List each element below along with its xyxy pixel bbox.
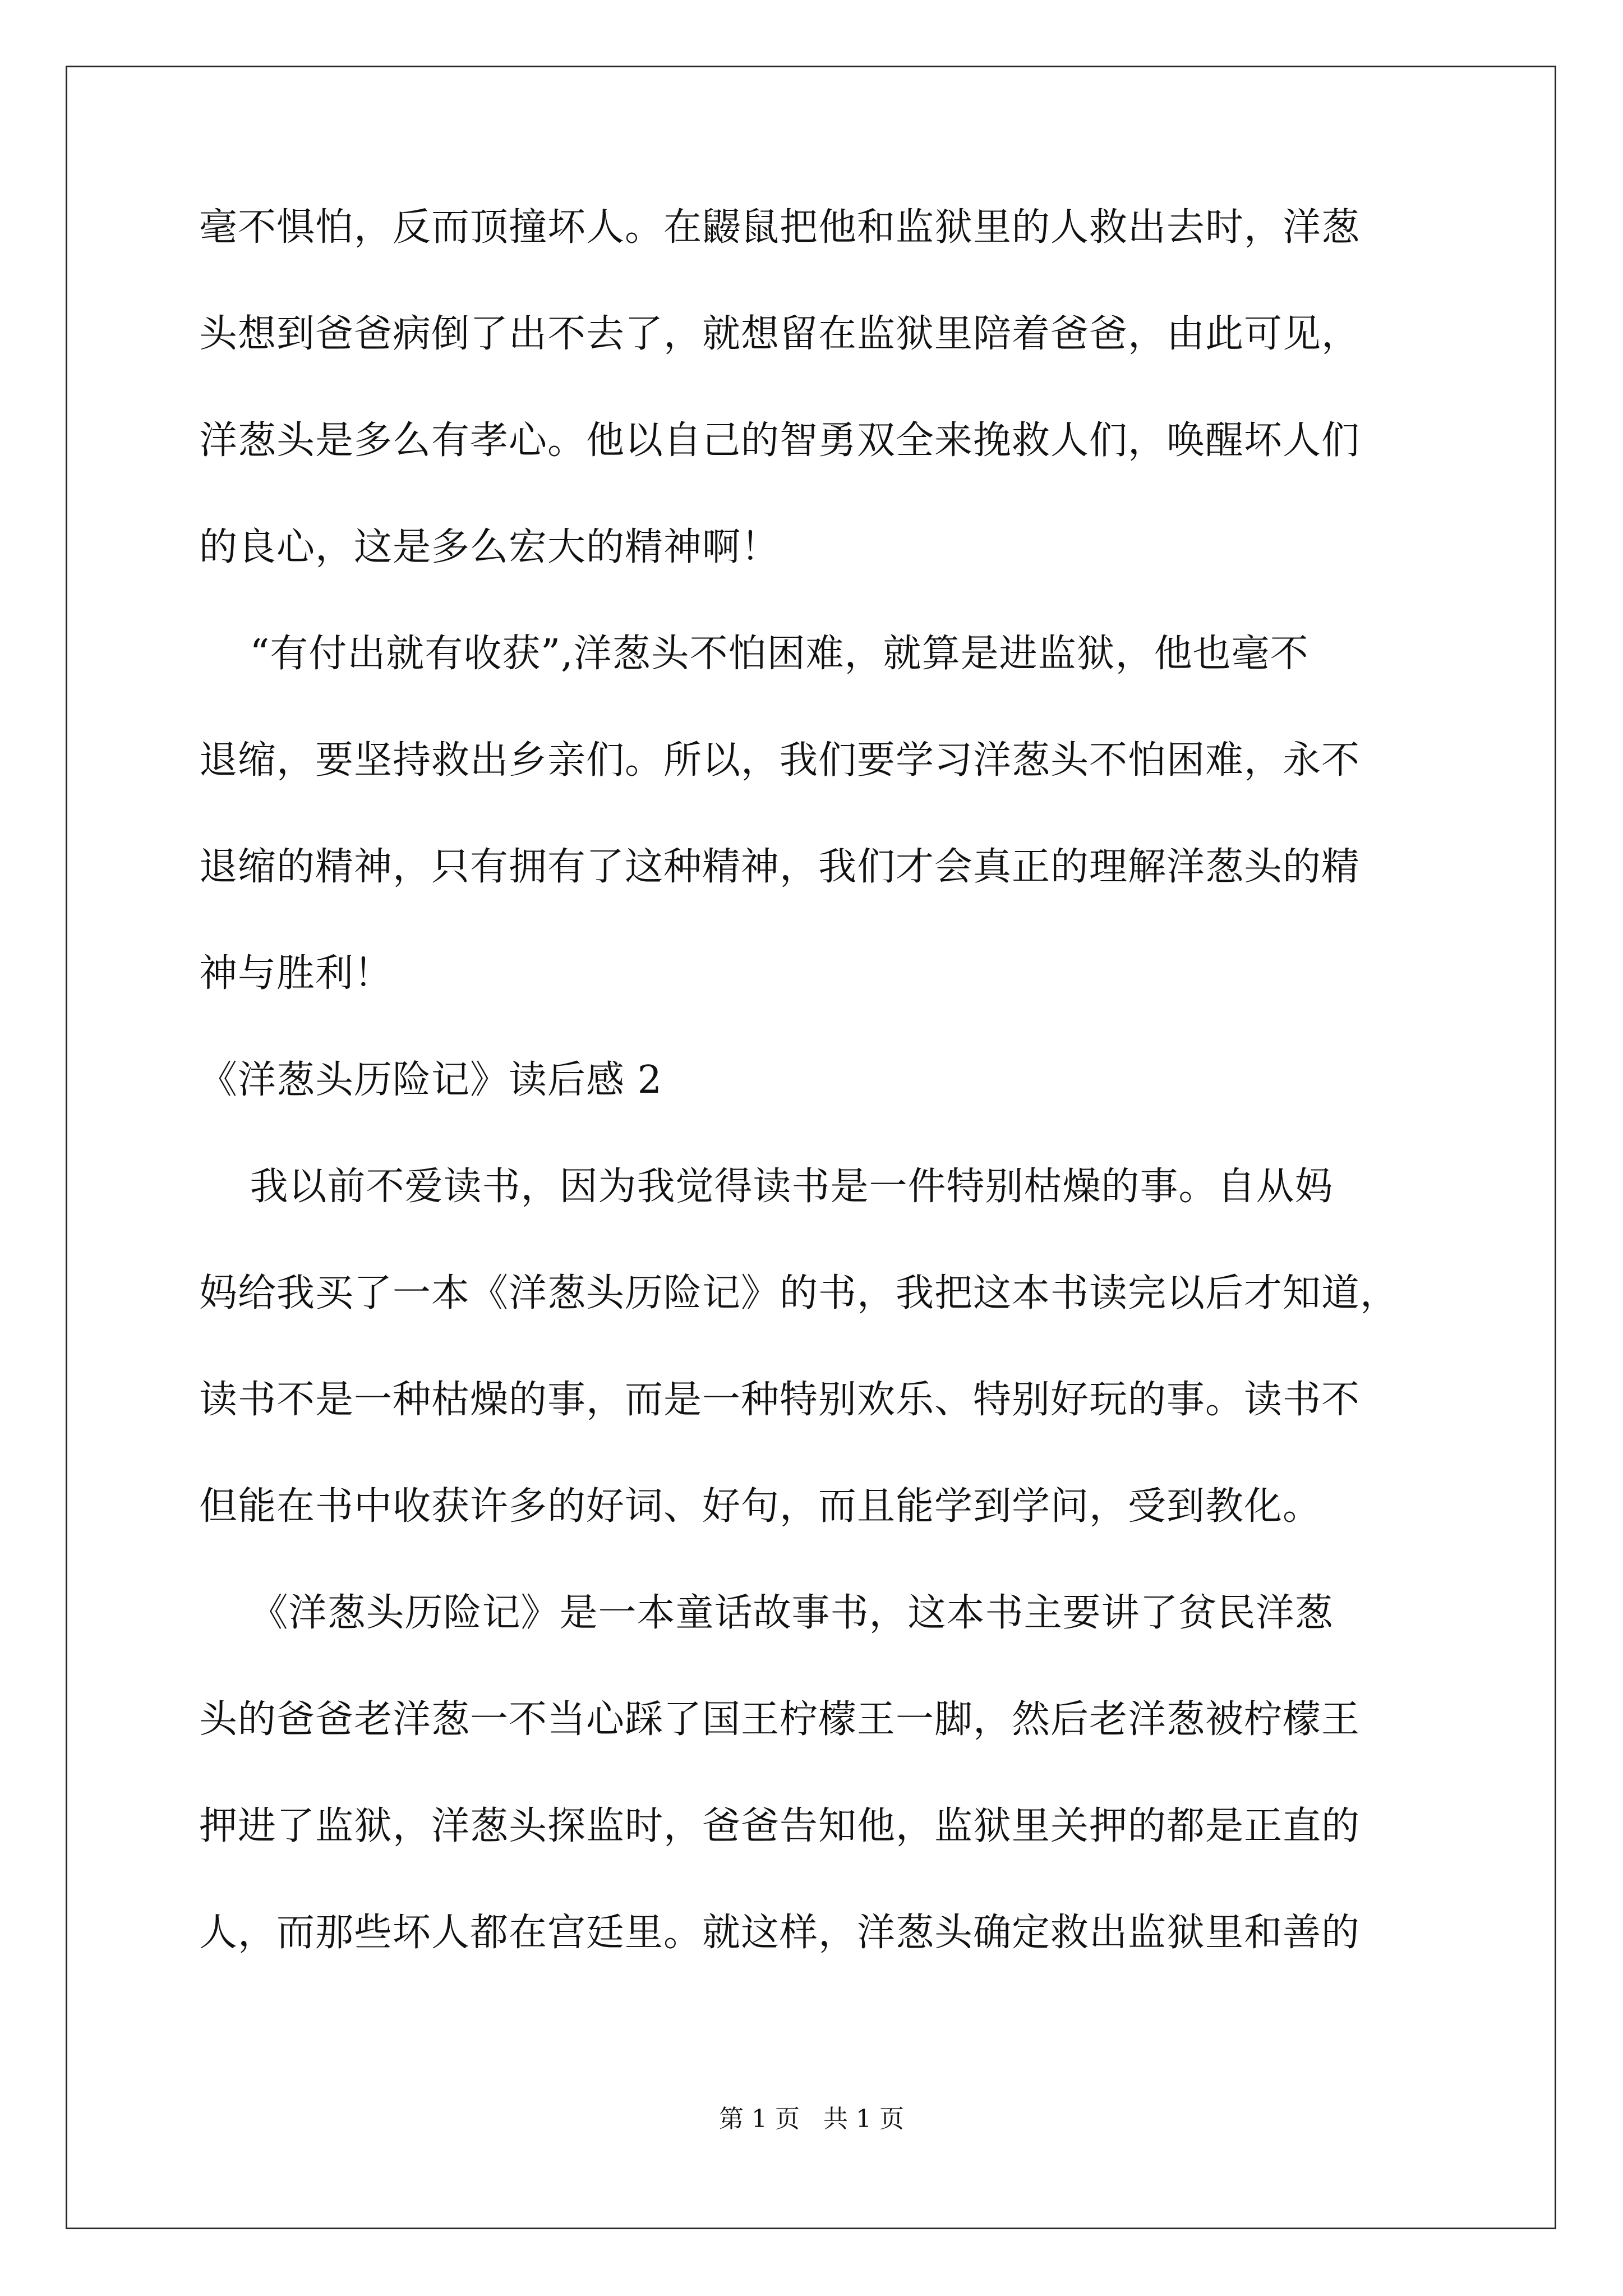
text-line: 妈给我买了一本《洋葱头历险记》的书，我把这本书读完以后才知道， bbox=[199, 1271, 1399, 1315]
section-heading: 《洋葱头历险记》读后感 2 bbox=[199, 1058, 662, 1102]
text-line: 人，而那些坏人都在宫廷里。就这样，洋葱头确定救出监狱里和善的 bbox=[199, 1911, 1361, 1955]
text-line: 退缩的精神，只有拥有了这种精神，我们才会真正的理解洋葱头的精 bbox=[199, 845, 1361, 889]
text-line: 的良心，这是多么宏大的精神啊！ bbox=[199, 525, 780, 569]
text-line: “有付出就有收获”,洋葱头不怕困难，就算是进监狱，他也毫不 bbox=[199, 632, 1309, 676]
text-line: 退缩，要坚持救出乡亲们。所以，我们要学习洋葱头不怕困难，永不 bbox=[199, 738, 1361, 783]
text-line: 洋葱头是多么有孝心。他以自己的智勇双全来挽救人们，唤醒坏人们 bbox=[199, 418, 1361, 463]
page-footer: 第 1 页 共 1 页 bbox=[719, 2105, 904, 2133]
text-line: 押进了监狱，洋葱头探监时，爸爸告知他，监狱里关押的都是正直的 bbox=[199, 1804, 1361, 1848]
text-line: 毫不惧怕，反而顶撞坏人。在鼹鼠把他和监狱里的人救出去时，洋葱 bbox=[199, 205, 1361, 250]
text-line: 神与胜利！ bbox=[199, 951, 393, 996]
text-line: 头的爸爸老洋葱一不当心踩了国王柠檬王一脚，然后老洋葱被柠檬王 bbox=[199, 1697, 1361, 1742]
text-line: 头想到爸爸病倒了出不去了，就想留在监狱里陪着爸爸，由此可见， bbox=[199, 312, 1361, 356]
text-line: 我以前不爱读书，因为我觉得读书是一件特别枯燥的事。自从妈 bbox=[199, 1165, 1334, 1209]
page-border bbox=[66, 66, 1556, 2229]
text-line: 但能在书中收获许多的好词、好句，而且能学到学问，受到教化。 bbox=[199, 1484, 1322, 1529]
text-line: 读书不是一种枯燥的事，而是一种特别欢乐、特别好玩的事。读书不 bbox=[199, 1378, 1361, 1422]
text-line: 《洋葱头历险记》是一本童话故事书，这本书主要讲了贫民洋葱 bbox=[199, 1591, 1334, 1635]
